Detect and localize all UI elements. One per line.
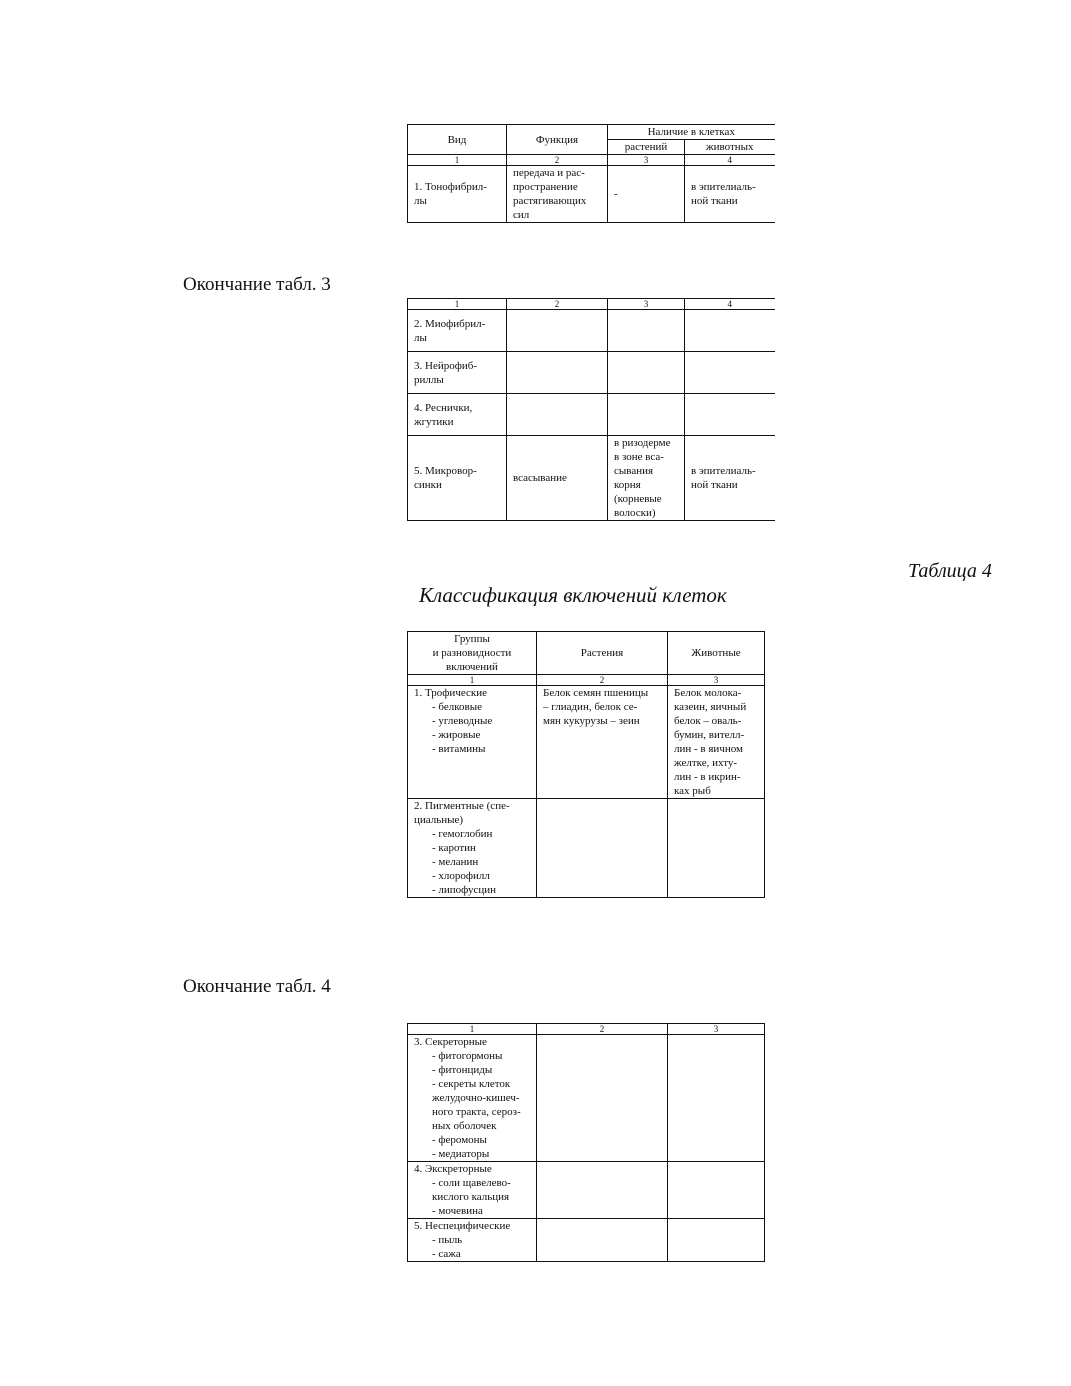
cell-vid: 4. Реснички, жгутики — [408, 394, 507, 436]
header-vid: Вид — [408, 125, 507, 155]
table-row — [408, 310, 775, 352]
cell-function: всасывание — [507, 436, 608, 521]
table3-start — [407, 124, 775, 223]
cell-animals: в эпителиаль- ной ткани — [685, 166, 775, 223]
cell-vid: 3. Нейрофиб- риллы — [408, 352, 507, 394]
table4-number: Таблица 4 — [908, 560, 992, 582]
column-number: 4 — [685, 299, 775, 310]
header-plants: растений — [608, 140, 685, 155]
header-animals: животных — [685, 140, 775, 155]
column-number: 4 — [685, 155, 775, 166]
cell-plants: в ризодерме в зоне вса- сывания корня (корневые волоски) — [608, 436, 685, 521]
column-number: 2 — [537, 1024, 668, 1035]
cell-group: 1. Трофические - белковые - углеводные - жировые - витамины — [408, 686, 537, 799]
table-row — [408, 799, 765, 898]
cell-animals: Белок молока- казеин, яичный белок – оваль- бумин, вителл- лин - в яичном желтке, ихту- лин - в икрин- ках рыб — [668, 686, 765, 799]
table-row — [408, 1162, 765, 1219]
table-row — [408, 686, 765, 799]
table-row — [408, 352, 775, 394]
cell-function: передача и рас- пространение растягивающих сил — [507, 166, 608, 223]
header-function: Функция — [507, 125, 608, 155]
column-number: 2 — [537, 675, 668, 686]
cell-animals: в эпителиаль- ной ткани — [685, 436, 775, 521]
table-row — [408, 166, 775, 223]
table-row — [408, 1035, 765, 1162]
table3-end — [407, 298, 775, 521]
column-number: 1 — [408, 1024, 537, 1035]
table4-title: Классификация включений клеток — [419, 583, 727, 607]
header-animals: Животные — [668, 632, 765, 675]
table3-continuation-label: Окончание табл. 3 — [183, 274, 331, 295]
header-plants: Растения — [537, 632, 668, 675]
cell-plants: - — [608, 166, 685, 223]
column-number: 3 — [668, 675, 765, 686]
cell-vid: 2. Миофибрил- лы — [408, 310, 507, 352]
column-number: 2 — [507, 155, 608, 166]
column-number: 3 — [608, 155, 685, 166]
column-number: 1 — [408, 675, 537, 686]
cell-group: 5. Неспецифические - пыль - сажа — [408, 1219, 537, 1262]
column-number: 1 — [408, 299, 507, 310]
column-number: 3 — [608, 299, 685, 310]
column-number: 1 — [408, 155, 507, 166]
table4-continuation-label: Окончание табл. 4 — [183, 976, 331, 997]
cell-vid: 1. Тонофибрил- лы — [408, 166, 507, 223]
cell-group: 3. Секреторные - фитогормоны - фитонциды - секреты клеток желудочно-кишеч- ного тракта, сероз- ных оболочек - феромоны - медиаторы — [408, 1035, 537, 1162]
table4-start — [407, 631, 765, 898]
cell-group: 4. Экскреторные - соли щавелево- кислого кальция - мочевина — [408, 1162, 537, 1219]
header-presence: Наличие в клетках — [608, 125, 775, 140]
column-number: 2 — [507, 299, 608, 310]
table-row — [408, 1219, 765, 1262]
cell-plants: Белок семян пшеницы – глиадин, белок се- мян кукурузы – зеин — [537, 686, 668, 799]
table-row — [408, 394, 775, 436]
table-row — [408, 436, 775, 521]
table4-end — [407, 1023, 765, 1262]
cell-vid: 5. Микровор- синки — [408, 436, 507, 521]
column-number: 3 — [668, 1024, 765, 1035]
header-groups: Группы и разновидности включений — [408, 632, 537, 675]
cell-group: 2. Пигментные (спе- циальные) - гемоглобин - каротин - меланин - хлорофилл - липофусцин — [408, 799, 537, 898]
